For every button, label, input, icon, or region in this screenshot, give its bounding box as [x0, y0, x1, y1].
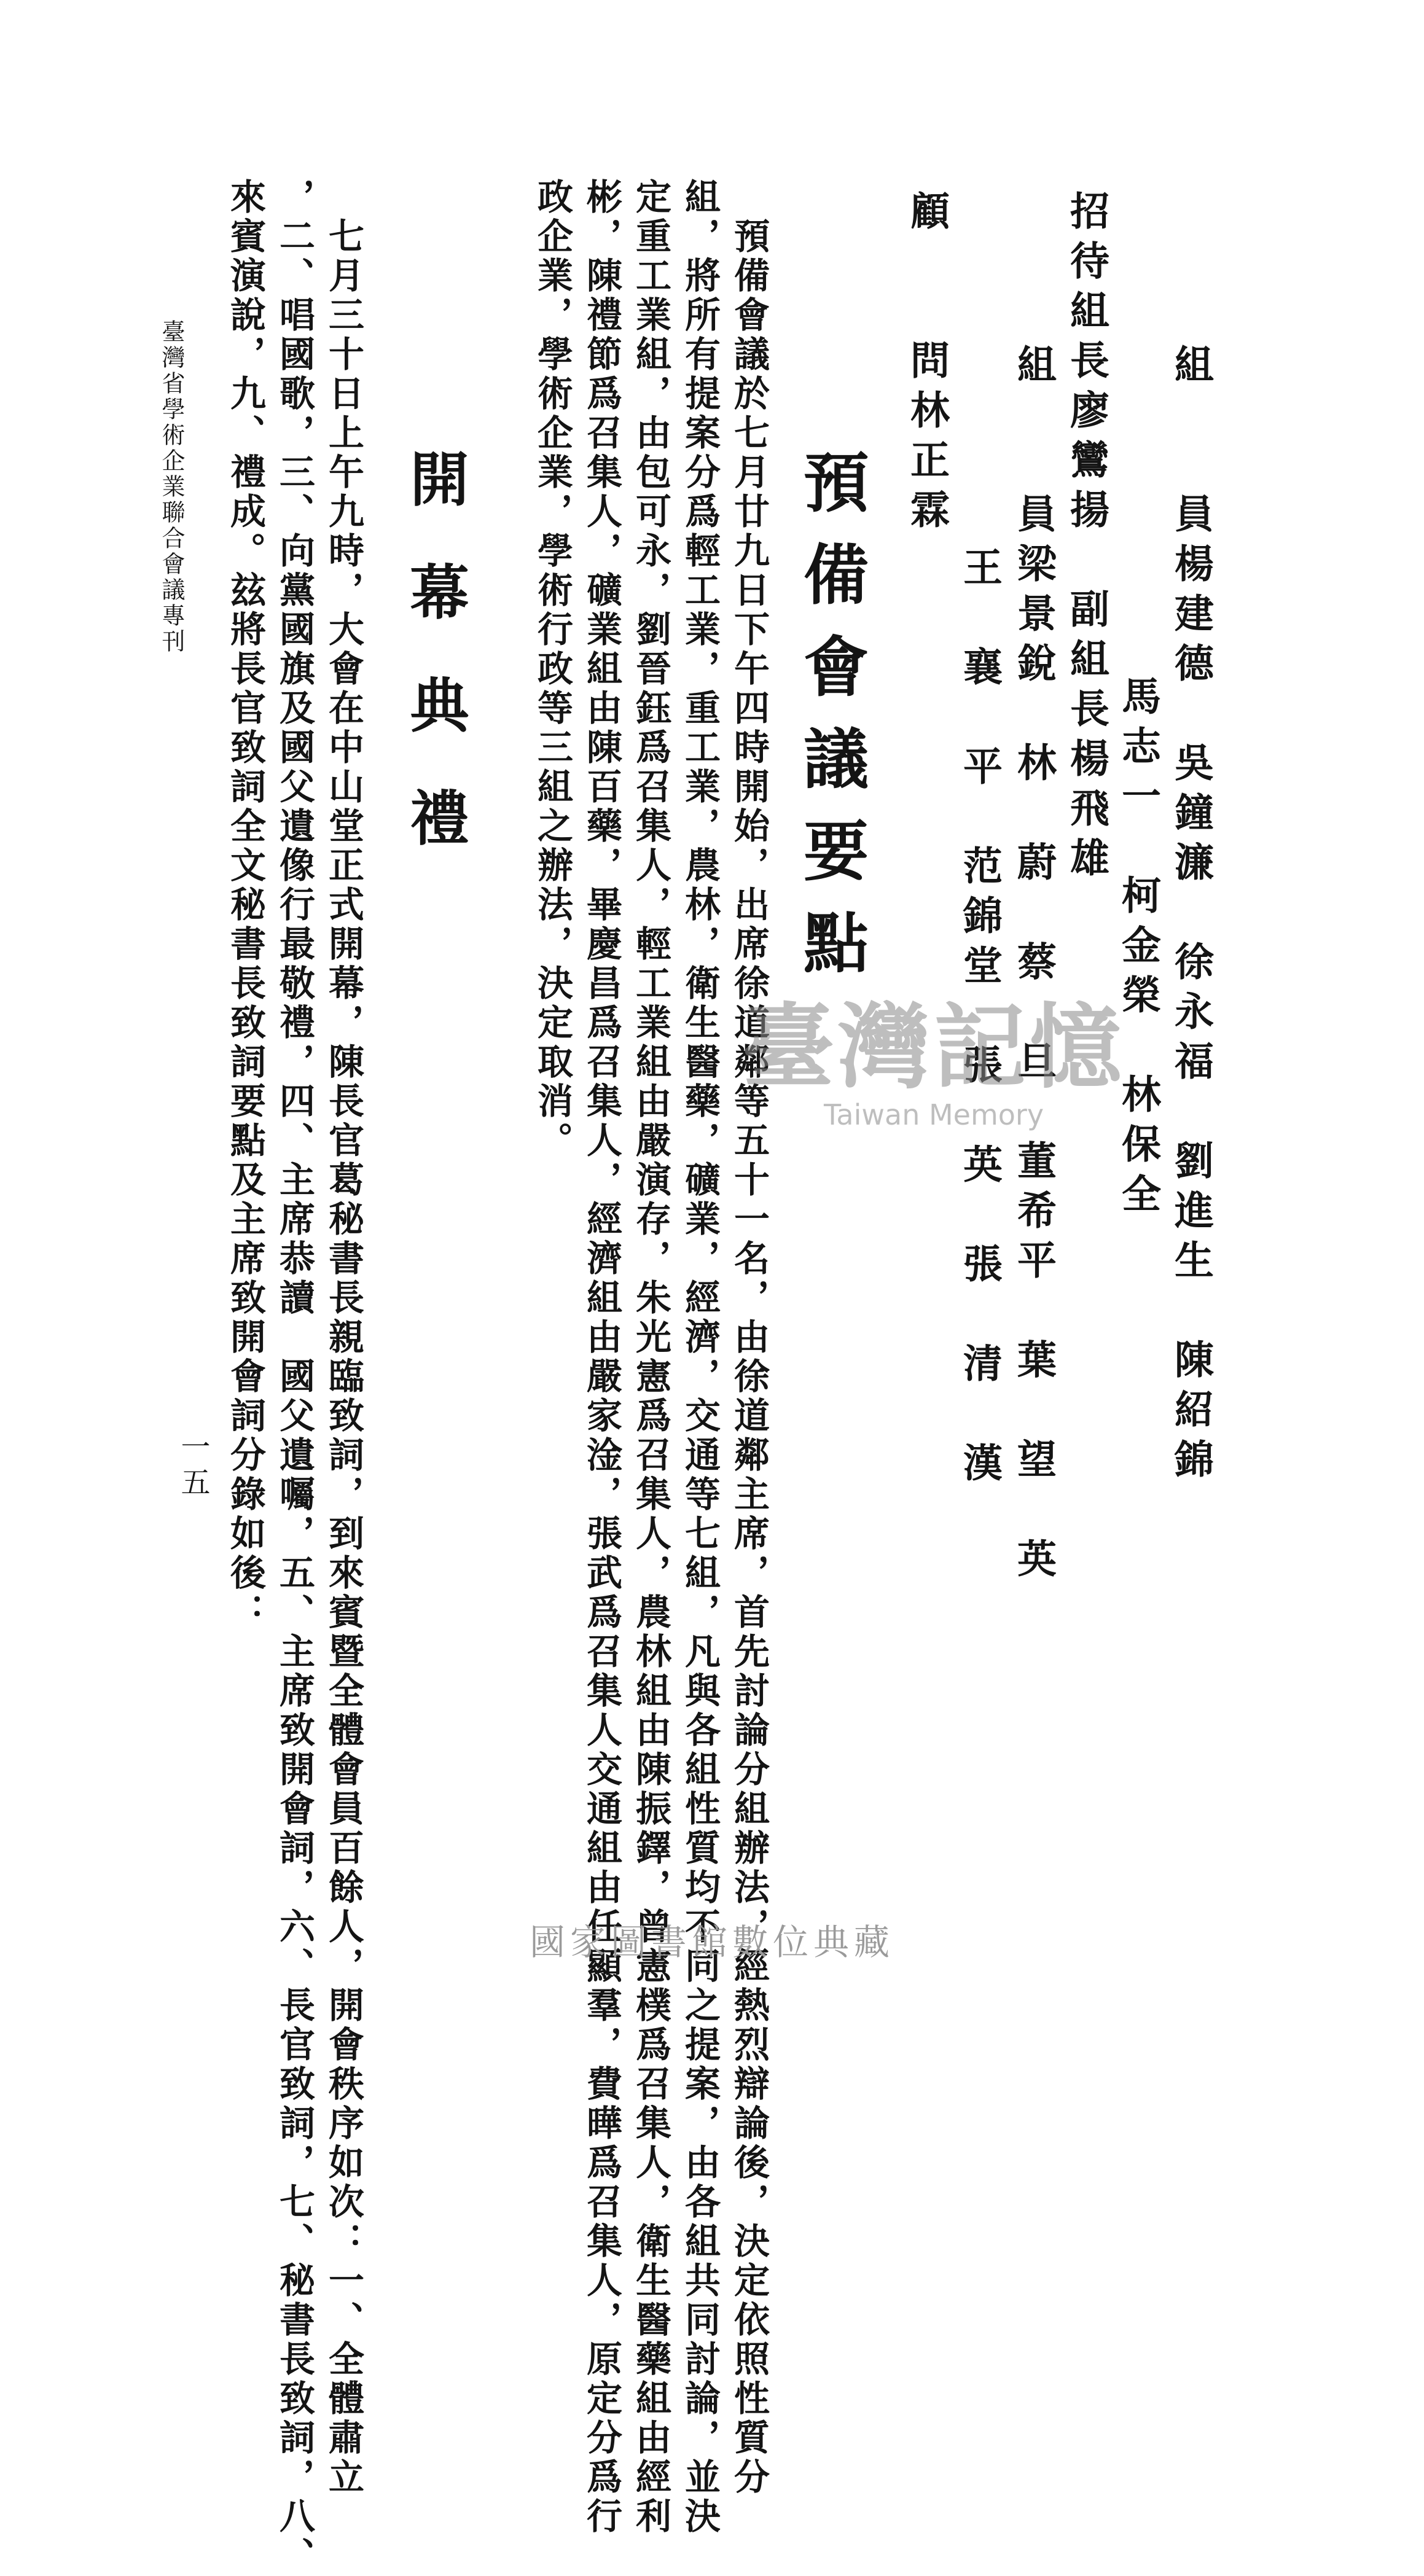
watermark-sub-text: Taiwan Memory [823, 1098, 1044, 1131]
roster-names: 楊建德 吳鐘濂 徐永福 劉進生 陳紹錦 [1168, 543, 1214, 1488]
journal-footer: 臺灣省學術企業聯合會議專刊 [158, 319, 185, 655]
roster-names: 梁景銳 林 蔚 蔡 旦 董希平 葉 望 英 [1011, 543, 1057, 1588]
roster-names: 廖鸞揚 副組長楊飛雄 [1063, 389, 1109, 887]
section1-line-1: 預備會議於七月廿九日下午四時開始，出席徐道鄰等五十一名，由徐道鄰主席，首先討論分組辦法，經熱烈辯論後，決定依照性質分 [728, 178, 770, 2497]
section2-line-3: 來賓演說，九、禮成。玆將長官致詞全文秘書長致詞要點及主席致開會詞分錄如後： [224, 178, 266, 1633]
section1-line-4: 彬，陳禮節爲召集人，礦業組由陳百藥，畢慶昌爲召集人，經濟組由嚴家淦，張武爲召集人交通組由任顯羣，費曄爲召集人，原定分爲行 [581, 178, 622, 2537]
roster-names: 王 襄 平 范錦堂 張 英 張 清 漢 [957, 547, 1003, 1492]
section1-line-3: 定重工業組，由包可永，劉晉鈺爲召集人，輕工業組由嚴演存，朱光憲爲召集人，農林組由陳振鐸，曾憲樸爲召集人，衛生醫藥組由經利 [630, 178, 671, 2537]
roster-label: 顧 問 [904, 190, 950, 389]
roster-line-3 [1063, 190, 1109, 887]
roster-line-4 [1011, 344, 1057, 1588]
section-title-preparatory-meeting: 預備會議要點 [793, 448, 870, 1001]
section1-line-5: 政企業，學術企業，學術行政等三組之辦法，決定取消。 [531, 178, 573, 1161]
taiwan-memory-watermark [737, 993, 1130, 1149]
page-number: 一五 [176, 1431, 210, 1502]
section2-line-1: 七月三十日上午九時，大會在中山堂正式開幕，陳長官葛秘書長親臨致詞，到來賓暨全體會員百餘人，開會秩序如次：一、全體肅立 [323, 178, 364, 2497]
roster-line-6 [904, 190, 950, 539]
library-collection-mark: 國家圖書館數位典藏 [529, 1921, 894, 1963]
roster-line-1 [1168, 344, 1214, 1488]
section2-line-2: ，二、唱國歌，三、向黨國旗及國父遺像行最敬禮，四、主席恭讀 國父遺囑，五、主席致開會詞，六、長官致詞，七、秘書長致詞，八、 [273, 178, 315, 2576]
roster-names: 馬志一 柯金榮 林保全 [1115, 676, 1161, 1223]
roster-names: 林正霖 [904, 389, 950, 539]
roster-label: 組 員 [1011, 344, 1057, 543]
section1-line-2: 組，將所有提案分爲輕工業，重工業，農林，衛生醫藥，礦業，經濟，交通等七組，凡與各組性質均不同之提案，由各組共同討論，並決 [679, 178, 721, 2537]
section-title-opening-ceremony: 開幕典禮 [401, 448, 470, 900]
roster-label: 招待組長 [1063, 190, 1109, 389]
watermark-main-text: 臺灣記憶 [741, 993, 1125, 1101]
roster-label: 組 員 [1168, 344, 1214, 543]
